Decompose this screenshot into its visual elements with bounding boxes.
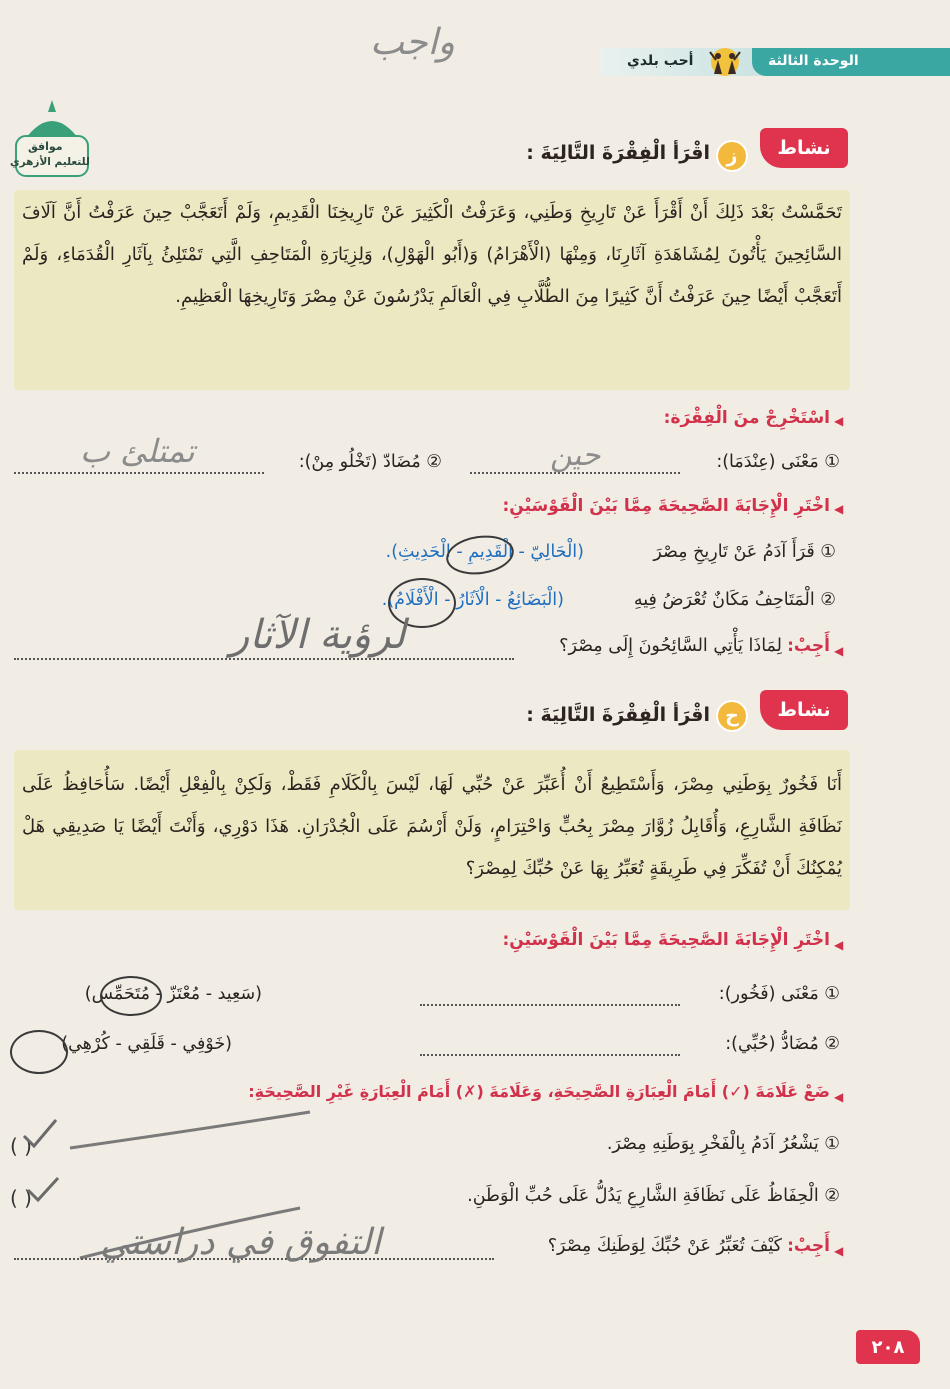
choose-question-1: ① قَرَأَ آدَمُ عَنْ تَارِيخِ مِصْرَ xyxy=(653,542,836,562)
choose-heading: اخْتَرِ الْإِجَابَةَ الصَّحِيحَةَ مِمَّا بَيْنَ الْقَوْسَيْنِ: xyxy=(502,930,830,950)
answer-label: أَجِبْ: xyxy=(787,636,830,656)
choose-heading: اخْتَرِ الْإِجَابَةَ الصَّحِيحَةَ مِمَّا بَيْنَ الْقَوْسَيْنِ: xyxy=(502,496,830,516)
choose-options-2[interactable]: (خَوْفِي - قَلَقِي - كُرْهِي) xyxy=(61,1034,232,1054)
mark-question-1: ① يَشْعُرُ آدَمُ بِالْفَخْرِ بِوَطَنِهِ مِصْرَ. xyxy=(606,1134,840,1154)
mark-box[interactable]: ( ) xyxy=(10,1134,32,1158)
activity-letter: ز xyxy=(716,140,748,172)
circled-answer xyxy=(100,976,162,1016)
choose-options-1[interactable]: (الْحَالِيّ - الْقَدِيمِ - الْحَدِيثِ). xyxy=(385,542,584,562)
extract-question-1: ① مَعْنَى (عِنْدَمَا): xyxy=(716,452,840,472)
choose-question-2: ② الْمَتَاحِفُ مَكَانٌ تُعْرَضُ فِيهِ xyxy=(633,590,836,610)
unit-label: الوحدة الثالثة xyxy=(768,53,859,69)
handwritten-answer: لرؤية الآثار xyxy=(230,612,406,658)
check-mark-icon xyxy=(20,1116,60,1152)
bullet-arrow-icon: ◀ xyxy=(834,1244,844,1258)
bullet-arrow-icon: ◀ xyxy=(834,1090,844,1104)
logo-line-2: للتعليم الأزهري xyxy=(10,156,90,168)
answer-question: لِمَاذَا يَأْتِي السَّائِحُونَ إِلَى مِصْرَ؟ xyxy=(559,636,782,656)
mark-box[interactable]: ( ) xyxy=(10,1186,32,1210)
reading-paragraph: أَنَا فَخُورٌ بِوَطَنِي مِصْرَ، وَأَسْتَطِيعُ أَنْ أُعَبِّرَ عَنْ حُبِّي لَهَا، لَيْسَ بِالْكَلَامِ فَقَطْ، وَلَكِنْ بِالْفِعْلِ أَيْضًا. سَأُحَافِظُ عَلَى نَظَافَةِ الشَّارِعِ، وَأُقَابِلُ زُوَّارَ مِصْرَ بِحُبٍّ وَاحْتِرَامٍ، وَلَنْ أَرْسُمَ عَلَى الْجُدْرَانِ. هَذَا دَوْرِي، وَأَنْتَ أَيْضًا يَا صَدِيقِي هَلْ يُمْكِنُكَ أَنْ تُفَكِّرَ فِي طَرِيقَةٍ تُعَبِّرُ بِهَا عَنْ حُبِّكَ لِمِصْرَ؟ xyxy=(22,774,842,879)
reading-paragraph: تَحَمَّسْتُ بَعْدَ ذَلِكَ أَنْ أَقْرَأَ عَنْ تَارِيخِ وَطَنِي، وَعَرَفْتُ الْكَثِيرَ عَنْ تَارِيخِنَا الْقَدِيمِ، وَلَمْ أَتَعَجَّبْ حِينَ عَرَفْتُ أَنَّ آلَافَ السَّائِحِينَ يَأْتُونَ لِمُشَاهَدَةِ آثَارِنَا، وَمِنْهَا (الْأَهْرَامُ) وَ(أَبُو الْهَوْلِ)، وَلِزِيَارَةِ الْمَتَاحِفِ الَّتِي تَمْتَلِئُ بِآثَارِ الْقُدَمَاءِ، وَلَمْ أَتَعَجَّبْ أَيْضًا حِينَ عَرَفْتُ أَنَّ كَثِيرًا مِنَ الطُّلَّابِ فِي الْعَالَمِ يَدْرُسُونَ عَنْ مِصْرَ وَتَارِيخِهَا الْعَظِيمِ. xyxy=(22,202,842,307)
choose-question-2: ② مُضَادُّ (حُبِّي): xyxy=(725,1034,840,1054)
mark-question-2: ② الْحِفَاظُ عَلَى نَظَافَةِ الشَّارِعِ يَدُلُّ عَلَى حُبِّ الْوَطَنِ. xyxy=(467,1186,840,1206)
bullet-arrow-icon: ◀ xyxy=(834,502,844,516)
circled-answer xyxy=(10,1030,68,1074)
check-mark-icon xyxy=(24,1172,62,1206)
circled-answer xyxy=(444,531,517,578)
choose-question-1: ① مَعْنَى (فَخُور): xyxy=(718,984,840,1004)
handwritten-title: واجب xyxy=(370,22,455,63)
activity-tag: نشاط xyxy=(760,128,848,168)
bullet-arrow-icon: ◀ xyxy=(834,414,844,428)
page-number: ٢٠٨ xyxy=(856,1330,920,1364)
activity-title: اقْرَأ الْفِقْرَةَ التَّالِيَةَ : xyxy=(526,142,710,164)
children-emblem-icon xyxy=(706,46,744,78)
handwritten-answer: تمتلئ ب xyxy=(80,432,195,470)
activity-title: اقْرَأ الْفِقْرَةَ التَّالِيَةَ : xyxy=(526,704,710,726)
extract-heading: اسْتَخْرِجْ منَ الْفِقْرَة: xyxy=(663,408,830,428)
answer-line[interactable] xyxy=(420,1004,680,1006)
activity-letter: ح xyxy=(716,700,748,732)
bullet-arrow-icon: ◀ xyxy=(834,644,844,658)
answer-line[interactable] xyxy=(420,1054,680,1056)
bullet-arrow-icon: ◀ xyxy=(834,938,844,952)
handwritten-answer: حين xyxy=(550,438,601,473)
choose-options-1[interactable]: (سَعِيد - مُعْتَزّ - مُتَحَمِّس) xyxy=(84,984,262,1004)
answer-line[interactable] xyxy=(14,472,264,474)
mark-heading: ضَعْ عَلَامَةَ (✓) أَمَامَ الْعِبَارَةِ الصَّحِيحَةِ، وَعَلَامَةَ (✗) أَمَامَ الْعِبَارَةِ غَيْرِ الصَّحِيحَةِ: xyxy=(248,1082,830,1101)
activity-tag: نشاط xyxy=(760,690,848,730)
unit-subtitle: أحب بلدي xyxy=(627,53,694,69)
handwritten-answer: التفوق في دراستي xyxy=(100,1222,382,1263)
answer-question: كَيْفَ تُعَبِّرُ عَنْ حُبِّكَ لِوَطَنِكَ مِصْرَ؟ xyxy=(547,1236,782,1256)
extract-question-2: ② مُضَادّ (تَخْلُو مِنْ): xyxy=(298,452,442,472)
logo-line-1: موافق xyxy=(28,140,63,153)
choose-options-2[interactable]: (الْبَضَائِعُ - الْآثَارُ - الْأَفْلَامُ). xyxy=(381,590,564,610)
answer-line[interactable] xyxy=(14,658,514,660)
answer-label: أَجِبْ: xyxy=(787,1236,830,1256)
